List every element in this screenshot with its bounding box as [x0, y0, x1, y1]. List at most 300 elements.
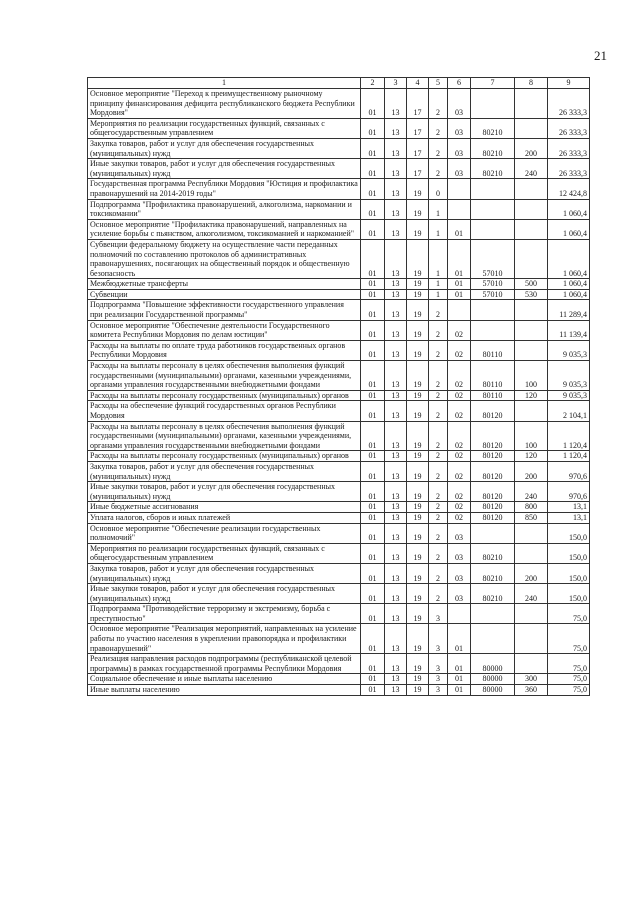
cell-code: 1 — [429, 279, 448, 290]
table-row — [88, 401, 590, 421]
table-row — [88, 461, 590, 481]
cell-code: 13 — [385, 159, 407, 179]
cell-name: Расходы на выплаты персоналу в целях обеспечения выполнения функций государственными (муниципальными) органами, казенными учреждениями, органами управления государственными внебюджетными фондами — [88, 361, 361, 391]
cell-code: 01 — [361, 390, 385, 401]
cell-code: 19 — [407, 219, 429, 239]
table-row — [88, 300, 590, 320]
cell-code: 13 — [385, 461, 407, 481]
cell-code: 1 — [429, 289, 448, 300]
cell-sum: 12 424,8 — [548, 179, 590, 199]
cell-code: 13 — [385, 401, 407, 421]
cell-code: 2 — [429, 563, 448, 583]
cell-code: 19 — [407, 584, 429, 604]
cell-code: 13 — [385, 482, 407, 502]
column-header: 2 — [361, 78, 385, 89]
cell-code — [515, 340, 548, 360]
cell-code: 80210 — [471, 563, 515, 583]
cell-code: 120 — [515, 451, 548, 462]
cell-sum: 1 060,4 — [548, 239, 590, 278]
cell-sum: 150,0 — [548, 584, 590, 604]
cell-code: 03 — [448, 159, 471, 179]
cell-code: 02 — [448, 390, 471, 401]
cell-code: 02 — [448, 340, 471, 360]
cell-code — [515, 239, 548, 278]
cell-code: 1 — [429, 199, 448, 219]
table-row — [88, 361, 590, 391]
cell-code: 13 — [385, 563, 407, 583]
cell-code: 13 — [385, 685, 407, 696]
cell-code: 13 — [385, 361, 407, 391]
cell-code: 13 — [385, 219, 407, 239]
cell-code: 03 — [448, 89, 471, 119]
cell-code: 01 — [361, 300, 385, 320]
cell-code: 01 — [361, 239, 385, 278]
cell-name: Иные выплаты населению — [88, 685, 361, 696]
header-row — [88, 78, 590, 89]
cell-name: Расходы на выплаты персоналу государственных (муниципальных) органов — [88, 390, 361, 401]
table-row — [88, 340, 590, 360]
cell-name: Социальное обеспечение и иные выплаты населению — [88, 674, 361, 685]
cell-code: 80000 — [471, 654, 515, 674]
cell-code: 2 — [429, 390, 448, 401]
column-header: 4 — [407, 78, 429, 89]
cell-name: Расходы на обеспечение функций государственных органов Республики Мордовия — [88, 401, 361, 421]
cell-code: 19 — [407, 563, 429, 583]
cell-code: 2 — [429, 300, 448, 320]
cell-code: 80120 — [471, 401, 515, 421]
cell-name: Иные закупки товаров, работ и услуг для обеспечения государственных (муниципальных) нужд — [88, 482, 361, 502]
cell-code: 57010 — [471, 279, 515, 290]
cell-code: 02 — [448, 320, 471, 340]
cell-code: 01 — [361, 320, 385, 340]
cell-code: 19 — [407, 451, 429, 462]
cell-name: Субвенции — [88, 289, 361, 300]
cell-code: 2 — [429, 451, 448, 462]
table-row — [88, 138, 590, 158]
cell-code: 19 — [407, 401, 429, 421]
cell-name: Закупка товаров, работ и услуг для обеспечения государственных (муниципальных) нужд — [88, 461, 361, 481]
cell-name: Уплата налогов, сборов и иных платежей — [88, 512, 361, 523]
cell-code: 240 — [515, 159, 548, 179]
cell-code: 100 — [515, 361, 548, 391]
cell-code: 2 — [429, 320, 448, 340]
cell-code: 01 — [448, 624, 471, 654]
cell-code: 01 — [361, 563, 385, 583]
cell-code: 80210 — [471, 584, 515, 604]
cell-code: 3 — [429, 685, 448, 696]
table-row — [88, 523, 590, 543]
cell-code — [471, 219, 515, 239]
cell-name: Закупка товаров, работ и услуг для обеспечения государственных (муниципальных) нужд — [88, 138, 361, 158]
cell-code — [448, 179, 471, 199]
cell-code: 01 — [448, 685, 471, 696]
cell-sum: 1 060,4 — [548, 219, 590, 239]
cell-sum: 150,0 — [548, 543, 590, 563]
cell-code — [471, 523, 515, 543]
cell-code: 02 — [448, 361, 471, 391]
cell-code: 500 — [515, 279, 548, 290]
budget-table — [87, 77, 590, 696]
cell-code: 2 — [429, 512, 448, 523]
cell-code: 200 — [515, 461, 548, 481]
cell-sum: 75,0 — [548, 674, 590, 685]
cell-name: Расходы на выплаты по оплате труда работников государственных органов Республики Мордовия — [88, 340, 361, 360]
cell-code: 100 — [515, 421, 548, 451]
cell-code: 01 — [361, 89, 385, 119]
cell-code: 19 — [407, 512, 429, 523]
cell-code: 57010 — [471, 289, 515, 300]
cell-code: 850 — [515, 512, 548, 523]
cell-code: 03 — [448, 118, 471, 138]
cell-code: 01 — [361, 482, 385, 502]
cell-code: 13 — [385, 179, 407, 199]
cell-code: 2 — [429, 543, 448, 563]
cell-code: 02 — [448, 512, 471, 523]
cell-sum: 9 035,3 — [548, 340, 590, 360]
cell-code: 2 — [429, 89, 448, 119]
cell-code: 01 — [361, 451, 385, 462]
cell-sum: 970,6 — [548, 482, 590, 502]
cell-code: 19 — [407, 179, 429, 199]
cell-code — [471, 604, 515, 624]
cell-code — [515, 624, 548, 654]
cell-code — [448, 199, 471, 219]
cell-code: 2 — [429, 421, 448, 451]
table-row — [88, 179, 590, 199]
cell-sum: 970,6 — [548, 461, 590, 481]
column-header: 6 — [448, 78, 471, 89]
cell-code: 13 — [385, 289, 407, 300]
cell-code: 13 — [385, 654, 407, 674]
cell-code: 19 — [407, 523, 429, 543]
cell-code: 01 — [361, 179, 385, 199]
cell-code: 13 — [385, 674, 407, 685]
table-row — [88, 279, 590, 290]
cell-name: Иные закупки товаров, работ и услуг для обеспечения государственных (муниципальных) нужд — [88, 159, 361, 179]
cell-code: 13 — [385, 624, 407, 654]
cell-code: 03 — [448, 138, 471, 158]
cell-code: 19 — [407, 604, 429, 624]
cell-code: 240 — [515, 482, 548, 502]
cell-name: Мероприятия по реализации государственных функций, связанных с общегосударственным управлением — [88, 543, 361, 563]
table-row — [88, 219, 590, 239]
cell-code: 03 — [448, 523, 471, 543]
cell-code: 01 — [361, 219, 385, 239]
cell-code: 2 — [429, 138, 448, 158]
cell-name: Основное мероприятие "Обеспечение деятельности Государственного комитета Республики Мордовия по делам юстиции" — [88, 320, 361, 340]
cell-code: 01 — [361, 279, 385, 290]
cell-name: Основное мероприятие "Реализация мероприятий, направленных на усиление работы по участию населения в укреплении правопорядка и профилактики правонарушений" — [88, 624, 361, 654]
cell-code: 0 — [429, 179, 448, 199]
cell-code: 13 — [385, 543, 407, 563]
cell-sum: 26 333,3 — [548, 159, 590, 179]
cell-code: 19 — [407, 300, 429, 320]
cell-code: 03 — [448, 584, 471, 604]
cell-code: 19 — [407, 289, 429, 300]
cell-code: 01 — [448, 279, 471, 290]
cell-code — [515, 219, 548, 239]
cell-code: 01 — [361, 674, 385, 685]
cell-code: 19 — [407, 340, 429, 360]
cell-sum: 9 035,3 — [548, 390, 590, 401]
cell-code — [471, 300, 515, 320]
cell-sum: 1 120,4 — [548, 421, 590, 451]
cell-sum: 11 289,4 — [548, 300, 590, 320]
cell-code — [471, 320, 515, 340]
cell-code: 01 — [361, 118, 385, 138]
cell-code: 02 — [448, 401, 471, 421]
cell-code: 03 — [448, 563, 471, 583]
cell-code: 19 — [407, 199, 429, 219]
cell-name: Основное мероприятие "Профилактика правонарушений, направленных на усиление борьбы с пьянством, алкоголизмом, токсикоманией и наркоманией" — [88, 219, 361, 239]
cell-code — [515, 523, 548, 543]
cell-code: 01 — [361, 624, 385, 654]
cell-sum: 75,0 — [548, 654, 590, 674]
cell-code: 19 — [407, 624, 429, 654]
cell-code: 19 — [407, 361, 429, 391]
cell-code: 01 — [361, 401, 385, 421]
cell-code: 13 — [385, 421, 407, 451]
cell-code: 80120 — [471, 421, 515, 451]
table-row — [88, 502, 590, 513]
cell-code — [471, 89, 515, 119]
cell-code: 200 — [515, 563, 548, 583]
cell-code: 13 — [385, 320, 407, 340]
cell-code — [515, 543, 548, 563]
cell-code: 13 — [385, 279, 407, 290]
cell-code: 13 — [385, 390, 407, 401]
cell-name: Реализация направления расходов подпрограммы (республиканской целевой программы) в рамках государственной программы Республики Мордовия — [88, 654, 361, 674]
cell-code: 13 — [385, 239, 407, 278]
table-row — [88, 482, 590, 502]
cell-code: 1 — [429, 239, 448, 278]
table-body — [88, 89, 590, 696]
cell-sum: 75,0 — [548, 604, 590, 624]
cell-code: 01 — [361, 461, 385, 481]
cell-code: 01 — [361, 361, 385, 391]
cell-code — [448, 604, 471, 624]
cell-code: 2 — [429, 118, 448, 138]
cell-code: 3 — [429, 654, 448, 674]
cell-sum: 26 333,3 — [548, 118, 590, 138]
cell-name: Основное мероприятие "Переход к преимущественному рыночному принципу финансирования дефицита республиканского бюджета Республики Мордовия" — [88, 89, 361, 119]
cell-code: 2 — [429, 523, 448, 543]
cell-sum: 26 333,3 — [548, 138, 590, 158]
table-row — [88, 118, 590, 138]
table-row — [88, 563, 590, 583]
cell-name: Подпрограмма "Противодействие терроризму и экстремизму, борьба с преступностью" — [88, 604, 361, 624]
cell-code: 19 — [407, 674, 429, 685]
cell-code: 19 — [407, 320, 429, 340]
cell-code: 80210 — [471, 118, 515, 138]
cell-code: 02 — [448, 502, 471, 513]
page-number: 21 — [594, 48, 607, 63]
table-row — [88, 421, 590, 451]
cell-code: 01 — [361, 340, 385, 360]
cell-code: 01 — [361, 138, 385, 158]
cell-code: 01 — [361, 159, 385, 179]
cell-code: 01 — [448, 239, 471, 278]
cell-code: 80110 — [471, 361, 515, 391]
cell-sum: 1 060,4 — [548, 289, 590, 300]
cell-sum: 11 139,4 — [548, 320, 590, 340]
cell-name: Расходы на выплаты персоналу в целях обеспечения выполнения функций государственными (муниципальными) органами, казенными учреждениями, органами управления государственными внебюджетными фондами — [88, 421, 361, 451]
cell-code — [515, 320, 548, 340]
cell-code — [515, 401, 548, 421]
cell-sum: 1 060,4 — [548, 199, 590, 219]
column-header: 8 — [515, 78, 548, 89]
cell-code: 01 — [361, 543, 385, 563]
cell-code: 13 — [385, 199, 407, 219]
cell-code: 80210 — [471, 138, 515, 158]
cell-code: 17 — [407, 159, 429, 179]
cell-code: 80120 — [471, 461, 515, 481]
table-row — [88, 674, 590, 685]
cell-code: 80110 — [471, 340, 515, 360]
cell-name: Подпрограмма "Профилактика правонарушений, алкоголизма, наркомании и токсикомании" — [88, 199, 361, 219]
cell-code: 120 — [515, 390, 548, 401]
cell-code: 2 — [429, 401, 448, 421]
cell-code — [515, 604, 548, 624]
cell-code: 19 — [407, 390, 429, 401]
cell-code: 80120 — [471, 512, 515, 523]
cell-code: 19 — [407, 279, 429, 290]
cell-code: 01 — [361, 523, 385, 543]
cell-name: Основное мероприятие "Обеспечение реализации государственных полномочий" — [88, 523, 361, 543]
cell-sum: 13,1 — [548, 502, 590, 513]
cell-sum: 2 104,1 — [548, 401, 590, 421]
cell-code: 01 — [361, 502, 385, 513]
cell-code: 19 — [407, 482, 429, 502]
cell-code: 02 — [448, 482, 471, 502]
column-header: 3 — [385, 78, 407, 89]
table-row — [88, 390, 590, 401]
cell-code: 80110 — [471, 390, 515, 401]
table-row — [88, 624, 590, 654]
cell-code: 200 — [515, 138, 548, 158]
cell-code: 19 — [407, 654, 429, 674]
cell-name: Мероприятия по реализации государственных функций, связанных с общегосударственным управлением — [88, 118, 361, 138]
cell-code — [448, 300, 471, 320]
table-row — [88, 239, 590, 278]
cell-code — [471, 624, 515, 654]
cell-code: 13 — [385, 340, 407, 360]
cell-name: Иные бюджетные ассигнования — [88, 502, 361, 513]
cell-code: 01 — [448, 219, 471, 239]
cell-code — [515, 179, 548, 199]
cell-code: 80120 — [471, 451, 515, 462]
table-row — [88, 320, 590, 340]
cell-code: 19 — [407, 502, 429, 513]
column-header: 9 — [548, 78, 590, 89]
cell-code — [515, 654, 548, 674]
cell-code: 01 — [448, 654, 471, 674]
cell-code: 300 — [515, 674, 548, 685]
cell-code: 02 — [448, 421, 471, 451]
table-row — [88, 199, 590, 219]
cell-code: 80000 — [471, 674, 515, 685]
cell-code: 80210 — [471, 159, 515, 179]
cell-code: 80120 — [471, 482, 515, 502]
cell-code: 13 — [385, 451, 407, 462]
cell-code: 13 — [385, 512, 407, 523]
cell-code: 01 — [361, 604, 385, 624]
cell-code: 80210 — [471, 543, 515, 563]
table-row — [88, 89, 590, 119]
cell-code: 01 — [361, 584, 385, 604]
cell-code: 19 — [407, 543, 429, 563]
column-header: 1 — [88, 78, 361, 89]
cell-code: 13 — [385, 118, 407, 138]
cell-code: 13 — [385, 89, 407, 119]
cell-sum: 26 333,3 — [548, 89, 590, 119]
column-header: 5 — [429, 78, 448, 89]
cell-code: 3 — [429, 624, 448, 654]
table-row — [88, 604, 590, 624]
cell-name: Иные закупки товаров, работ и услуг для обеспечения государственных (муниципальных) нужд — [88, 584, 361, 604]
cell-code: 19 — [407, 421, 429, 451]
cell-code — [515, 300, 548, 320]
cell-code: 02 — [448, 451, 471, 462]
cell-code: 1 — [429, 219, 448, 239]
cell-code: 01 — [448, 674, 471, 685]
cell-code: 01 — [361, 199, 385, 219]
cell-name: Субвенции федеральному бюджету на осуществление части переданных полномочий по составлению протоколов об административных правонарушениях, посягающих на общественный порядок и общественную безопасность — [88, 239, 361, 278]
cell-code: 800 — [515, 502, 548, 513]
cell-code: 13 — [385, 300, 407, 320]
cell-name: Расходы на выплаты персоналу государственных (муниципальных) органов — [88, 451, 361, 462]
cell-sum: 75,0 — [548, 685, 590, 696]
cell-sum: 150,0 — [548, 563, 590, 583]
table-row — [88, 685, 590, 696]
cell-code: 2 — [429, 584, 448, 604]
cell-code: 01 — [361, 685, 385, 696]
cell-code: 13 — [385, 584, 407, 604]
cell-code: 2 — [429, 482, 448, 502]
cell-name: Государственная программа Республики Мордовия "Юстиция и профилактика правонарушений на 2014-2019 годы" — [88, 179, 361, 199]
cell-code: 80120 — [471, 502, 515, 513]
cell-code: 19 — [407, 685, 429, 696]
cell-sum: 1 060,4 — [548, 279, 590, 290]
table-row — [88, 543, 590, 563]
cell-code: 240 — [515, 584, 548, 604]
cell-code: 3 — [429, 674, 448, 685]
cell-code: 57010 — [471, 239, 515, 278]
table-row — [88, 289, 590, 300]
cell-code: 2 — [429, 361, 448, 391]
table-row — [88, 451, 590, 462]
cell-code: 01 — [448, 289, 471, 300]
cell-code: 01 — [361, 512, 385, 523]
cell-code: 3 — [429, 604, 448, 624]
table-row — [88, 159, 590, 179]
cell-code — [471, 179, 515, 199]
cell-code — [515, 118, 548, 138]
cell-code: 01 — [361, 289, 385, 300]
cell-sum: 150,0 — [548, 523, 590, 543]
cell-code: 01 — [361, 421, 385, 451]
cell-code: 2 — [429, 159, 448, 179]
cell-code: 2 — [429, 340, 448, 360]
cell-code: 19 — [407, 239, 429, 278]
cell-code: 13 — [385, 523, 407, 543]
table-row — [88, 584, 590, 604]
cell-code: 17 — [407, 89, 429, 119]
cell-code — [471, 199, 515, 219]
cell-code: 13 — [385, 138, 407, 158]
cell-name: Межбюджетные трансферты — [88, 279, 361, 290]
cell-code: 19 — [407, 461, 429, 481]
